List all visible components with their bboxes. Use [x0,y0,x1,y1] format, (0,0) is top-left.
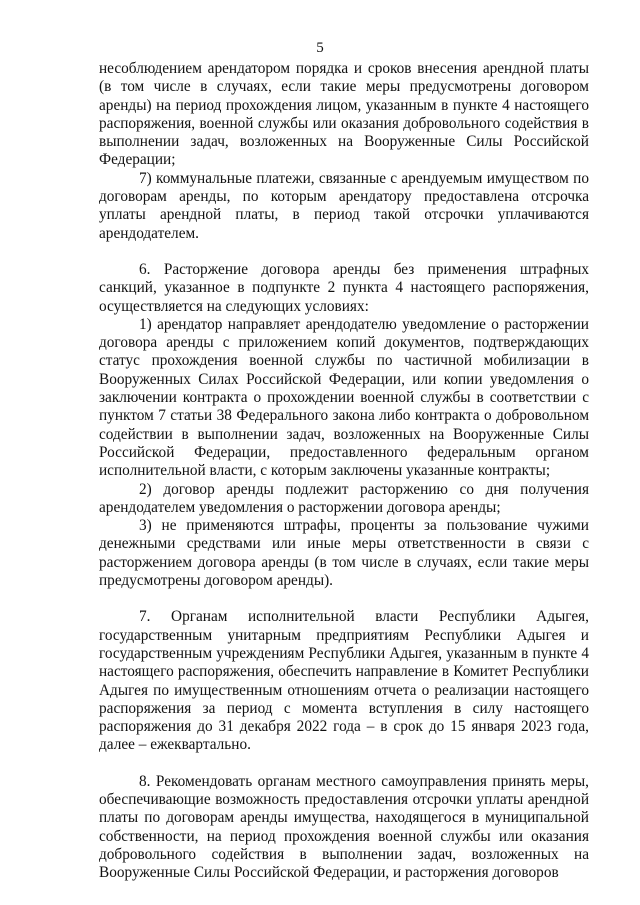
paragraph-section-8: 8. Рекомендовать органам местного самоуправления принять меры, обеспечивающие возможность предоставления отсрочки уплаты арендной платы по договорам аренды имущества, находящегося в муниципальной собственности, на период прохождения военной службы или оказания добровольного содействия в выполнении задач, возложенных на Вооруженные Силы Российской Федерации, и расторжения договоров [99,772,589,882]
document-body [99,60,589,882]
paragraph-continuation: несоблюдением арендатором порядка и сроков внесения арендной платы (в том числе в случаях, если такие меры предусмотрены договором аренды) на период прохождения лицом, указанным в пункте 4 настоящего распоряжения, военной службы или оказания добровольного содействия в выполнении задач, возложенных на Вооруженные Силы Российской Федерации; [99,60,589,169]
paragraph-section-7: 7. Органам исполнительной власти Республики Адыгея, государственным унитарным предприятиям Республики Адыгея и государственным учреждениям Республики Адыгея, указанным в пункте 4 настоящего распоряжения, обеспечить направление в Комитет Республики Адыгея по имущественным отношениям отчета о реализации настоящего распоряжения за период с момента вступления в силу настоящего распоряжения до 31 декабря 2022 года – в срок до 15 января 2023 года, далее – ежеквартально. [99,608,589,754]
paragraph-item-7: 7) коммунальные платежи, связанные с арендуемым имуществом по договорам аренды, по которым арендатору предоставлена отсрочка уплаты арендной платы, в период такой отсрочки уплачиваются арендодателем. [99,169,589,242]
page-number: 5 [316,40,324,56]
paragraph-section-6: 6. Расторжение договора аренды без применения штрафных санкций, указанное в подпункте 2 пункта 4 настоящего распоряжения, осуществляется на следующих условиях: [99,260,589,315]
paragraph-item-2: 2) договор аренды подлежит расторжению со дня получения арендодателем уведомления о расторжении договора аренды; [99,480,589,516]
paragraph-item-3: 3) не применяются штрафы, проценты за пользование чужими денежными средствами или иные меры ответственности в связи с расторжением договора аренды (в том числе в случаях, если такие меры предусмотрены договором аренды). [99,517,589,590]
paragraph-item-1: 1) арендатор направляет арендодателю уведомление о расторжении договора аренды с приложением копий документов, подтверждающих статус прохождения военной службы по частичной мобилизации в Вооруженных Силах Российской Федерации, или копии уведомления о заключении контракта о прохождении военной службы в соответствии с пунктом 7 статьи 38 Федерального закона либо контракта о добровольном содействии в выполнении задач, возложенных на Вооруженные Силы Российской Федерации, предоставленного федеральным органом исполнительной власти, с которым заключены указанные контракты; [99,315,589,480]
